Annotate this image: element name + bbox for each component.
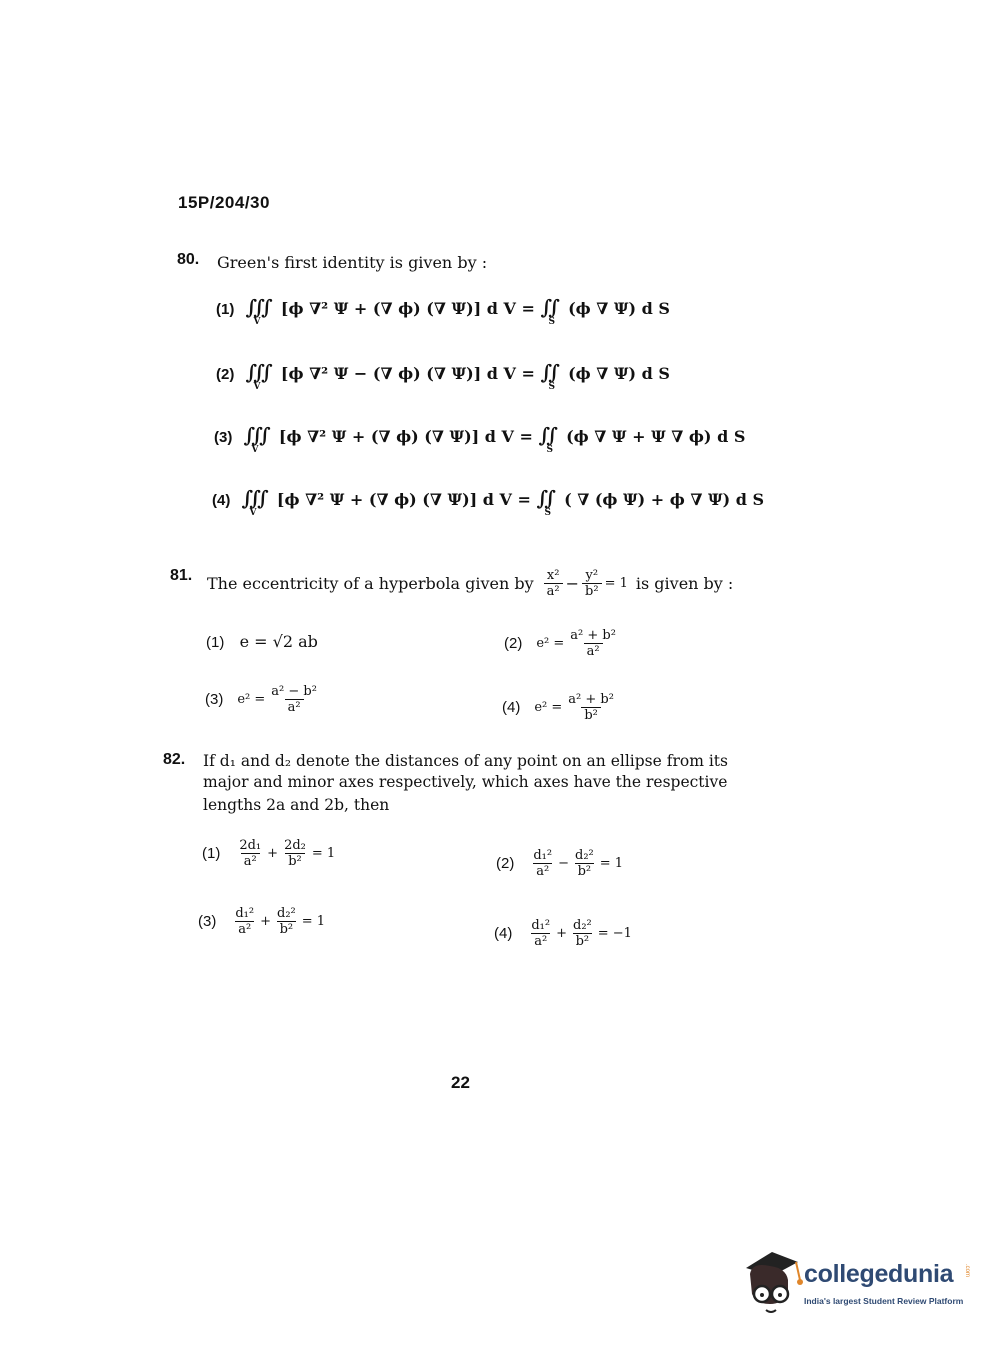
- option-label: (4): [502, 699, 521, 716]
- q80-option-4: [212, 486, 765, 518]
- logo-tagline: India's largest Student Review Platform: [804, 1296, 964, 1306]
- option-lhs: [ϕ ∇² Ψ − (∇ ϕ) (∇ Ψ)] d V =: [280, 364, 535, 383]
- option-label: (4): [212, 492, 231, 509]
- option-label: (2): [496, 855, 515, 872]
- option-rhs: (ϕ ∇ Ψ) d S: [568, 364, 670, 383]
- option-rhs: = 1: [599, 856, 624, 871]
- option-fraction-1: $\frac{\text{d₁²}}{\text{a²}}$: [235, 906, 255, 937]
- logo-wordmark: collegedunia: [804, 1260, 954, 1288]
- option-rhs: ( ∇ (ϕ Ψ) + ϕ ∇ Ψ) d S: [564, 490, 765, 509]
- question-81-number: 81.: [170, 567, 193, 584]
- triple-integral: ∭ V: [245, 295, 270, 327]
- option-label: (1): [206, 634, 225, 651]
- option-rhs: (ϕ ∇ Ψ) d S: [568, 299, 670, 318]
- question-82-number: 82.: [163, 751, 186, 768]
- operator: +: [556, 926, 567, 941]
- option-fraction-2: $\frac{\text{2d₂}}{\text{b²}}$: [284, 838, 306, 869]
- option-label: (4): [494, 925, 513, 942]
- option-fraction-2: $\frac{\text{d₂²}}{\text{b²}}$: [573, 918, 592, 949]
- page-number: 22: [451, 1073, 470, 1092]
- logo-tld: .com: [964, 1264, 970, 1278]
- q80-option-2: [216, 360, 670, 392]
- operator: +: [267, 846, 279, 861]
- question-80-text: Green's first identity is given by :: [217, 253, 488, 272]
- question-82-line-3: lengths 2a and 2b, then: [203, 796, 390, 814]
- option-rhs: = 1: [311, 846, 336, 861]
- option-fraction: $\frac{\text{a² + b²}}{\text{b²}}$: [568, 692, 614, 723]
- option-rhs: (ϕ ∇ Ψ + Ψ ∇ ϕ) d S: [566, 427, 746, 446]
- hyperbola-y-fraction: $\frac{\text{y²}}{\text{b²}}$: [582, 568, 602, 599]
- option-fraction: $\frac{\text{a² + b²}}{\text{a²}}$: [570, 628, 616, 659]
- q82-option-1: [202, 838, 335, 869]
- q81-option-1: [206, 632, 318, 651]
- option-fraction-2: $\frac{\text{d₂²}}{\text{b²}}$: [277, 906, 296, 937]
- option-lhs: e² =: [536, 636, 565, 651]
- option-lhs: e² =: [237, 692, 266, 707]
- q80-option-3: [214, 423, 746, 455]
- option-label: (1): [216, 301, 235, 318]
- hyperbola-x-fraction: $\frac{\text{x²}}{\text{a²}}$: [544, 568, 563, 599]
- option-label: (2): [216, 366, 235, 383]
- option-expression: e = √2 ab: [239, 632, 318, 651]
- question-81-text-after: is given by :: [635, 574, 734, 593]
- option-lhs: [ϕ ∇² Ψ + (∇ ϕ) (∇ Ψ)] d V =: [278, 427, 533, 446]
- option-rhs: = −1: [597, 926, 632, 941]
- collegedunia-logo: [742, 1248, 972, 1318]
- option-fraction-1: $\frac{\text{d₁²}}{\text{a²}}$: [531, 918, 551, 949]
- operator: −: [558, 856, 569, 871]
- mascot-icon: [742, 1248, 804, 1318]
- q80-option-1: [216, 295, 670, 327]
- option-rhs: = 1: [301, 914, 326, 929]
- option-lhs: [ϕ ∇² Ψ + (∇ ϕ) (∇ Ψ)] d V =: [280, 299, 535, 318]
- minus-sign: −: [565, 574, 580, 593]
- option-lhs: e² =: [534, 700, 563, 715]
- equation-rhs: = 1: [604, 576, 628, 591]
- q81-option-2: [504, 628, 622, 659]
- question-81-text: [207, 568, 733, 599]
- double-integral: ∬ S: [538, 423, 555, 455]
- q81-option-3: [205, 684, 323, 715]
- triple-integral: ∭ V: [243, 423, 268, 455]
- q82-option-4: [494, 918, 632, 949]
- option-label: (3): [205, 691, 224, 708]
- option-fraction-1: $\frac{\text{d₁²}}{\text{a²}}$: [533, 848, 553, 879]
- option-label: (2): [504, 635, 523, 652]
- option-fraction-2: $\frac{\text{d₂²}}{\text{b²}}$: [575, 848, 594, 879]
- triple-integral: ∭ V: [245, 360, 270, 392]
- question-80-number: 80.: [177, 251, 200, 268]
- option-fraction-1: $\frac{\text{2d₁}}{\text{a²}}$: [239, 838, 262, 869]
- option-fraction: $\frac{\text{a² − b²}}{\text{a²}}$: [271, 684, 317, 715]
- q81-option-4: [502, 692, 620, 723]
- option-label: (3): [214, 429, 233, 446]
- question-82-line-2: major and minor axes respectively, which axes have the respective: [203, 773, 728, 791]
- q82-option-3: [198, 906, 325, 937]
- option-lhs: [ϕ ∇² Ψ + (∇ ϕ) (∇ Ψ)] d V =: [276, 490, 531, 509]
- question-81-text-before: The eccentricity of a hyperbola given by: [207, 574, 534, 593]
- triple-integral: ∭ V: [241, 486, 266, 518]
- double-integral: ∬ S: [540, 360, 557, 392]
- q82-option-2: [496, 848, 623, 879]
- double-integral: ∬ S: [540, 295, 557, 327]
- option-label: (1): [202, 845, 221, 862]
- double-integral: ∬ S: [536, 486, 553, 518]
- paper-code: 15P/204/30: [178, 193, 270, 212]
- operator: +: [260, 914, 271, 929]
- option-label: (3): [198, 913, 217, 930]
- question-82-line-1: If d₁ and d₂ denote the distances of any point on an ellipse from its: [203, 752, 728, 770]
